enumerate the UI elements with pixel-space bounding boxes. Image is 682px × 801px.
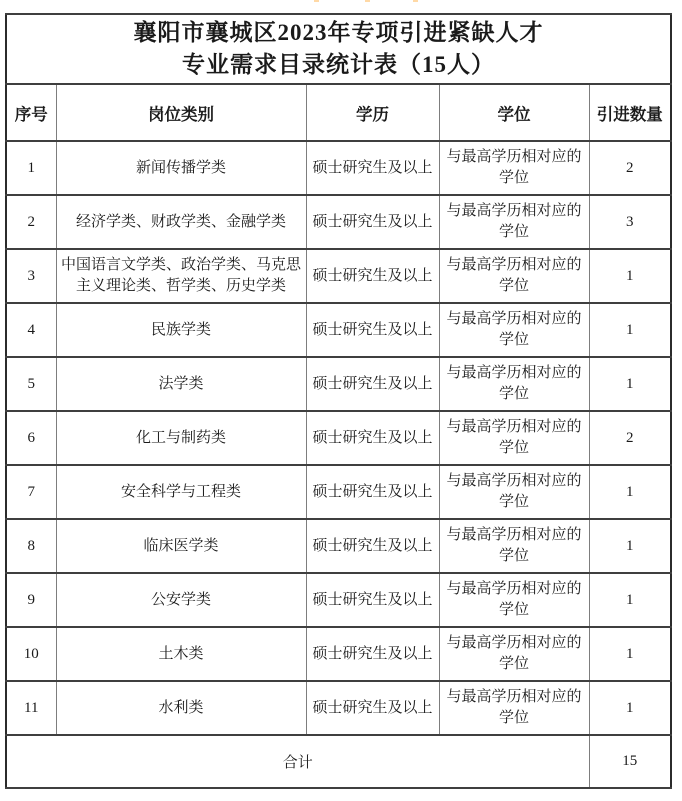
cell-category: 水利类 [56, 681, 306, 735]
cell-degree: 与最高学历相对应的学位 [439, 249, 589, 303]
col-header-degree: 学位 [439, 84, 589, 141]
cell-no: 9 [6, 573, 56, 627]
cell-no: 11 [6, 681, 56, 735]
table-row [6, 573, 671, 627]
cell-category: 公安学类 [56, 573, 306, 627]
cell-degree: 与最高学历相对应的学位 [439, 141, 589, 195]
cell-category: 临床医学类 [56, 519, 306, 573]
cell-no: 3 [6, 249, 56, 303]
col-header-count: 引进数量 [589, 84, 671, 141]
cell-category: 安全科学与工程类 [56, 465, 306, 519]
cell-degree: 与最高学历相对应的学位 [439, 303, 589, 357]
table-row [6, 357, 671, 411]
total-row [6, 735, 671, 788]
table-row [6, 627, 671, 681]
col-header-no: 序号 [6, 84, 56, 141]
cell-count: 3 [589, 195, 671, 249]
artifact-dash [314, 0, 319, 2]
cell-category: 中国语言文学类、政治学类、马克思主义理论类、哲学类、历史学类 [56, 249, 306, 303]
cell-degree: 与最高学历相对应的学位 [439, 465, 589, 519]
talent-catalog-table [5, 13, 672, 789]
cell-degree: 与最高学历相对应的学位 [439, 627, 589, 681]
cell-category: 法学类 [56, 357, 306, 411]
table-row [6, 195, 671, 249]
cell-count: 2 [589, 411, 671, 465]
table-row [6, 141, 671, 195]
table-title-line1: 襄阳市襄城区2023年专项引进紧缺人才 [133, 20, 544, 45]
cell-count: 2 [589, 141, 671, 195]
cell-education: 硕士研究生及以上 [306, 627, 439, 681]
cell-category: 新闻传播学类 [56, 141, 306, 195]
cell-category: 经济学类、财政学类、金融学类 [56, 195, 306, 249]
col-header-education: 学历 [306, 84, 439, 141]
total-label: 合计 [6, 735, 589, 788]
cell-education: 硕士研究生及以上 [306, 681, 439, 735]
cell-category: 土木类 [56, 627, 306, 681]
cell-degree: 与最高学历相对应的学位 [439, 195, 589, 249]
cell-degree: 与最高学历相对应的学位 [439, 411, 589, 465]
cell-category: 民族学类 [56, 303, 306, 357]
cell-education: 硕士研究生及以上 [306, 411, 439, 465]
cell-count: 1 [589, 627, 671, 681]
cell-degree: 与最高学历相对应的学位 [439, 357, 589, 411]
table-title [6, 14, 671, 84]
total-count: 15 [589, 735, 671, 788]
table-row [6, 249, 671, 303]
cell-count: 1 [589, 357, 671, 411]
cell-degree: 与最高学历相对应的学位 [439, 519, 589, 573]
cell-no: 4 [6, 303, 56, 357]
cell-no: 6 [6, 411, 56, 465]
cell-education: 硕士研究生及以上 [306, 249, 439, 303]
cell-no: 10 [6, 627, 56, 681]
cell-education: 硕士研究生及以上 [306, 141, 439, 195]
cell-count: 1 [589, 303, 671, 357]
cell-degree: 与最高学历相对应的学位 [439, 681, 589, 735]
artifact-dash [413, 0, 418, 2]
cell-count: 1 [589, 681, 671, 735]
artifact-dash [365, 0, 370, 2]
cell-no: 5 [6, 357, 56, 411]
cell-no: 2 [6, 195, 56, 249]
cell-no: 1 [6, 141, 56, 195]
header-row [6, 84, 671, 141]
cell-degree: 与最高学历相对应的学位 [439, 573, 589, 627]
cell-count: 1 [589, 249, 671, 303]
table-row [6, 519, 671, 573]
cell-education: 硕士研究生及以上 [306, 195, 439, 249]
cell-education: 硕士研究生及以上 [306, 303, 439, 357]
table-row [6, 465, 671, 519]
cell-education: 硕士研究生及以上 [306, 357, 439, 411]
table-row [6, 681, 671, 735]
col-header-category: 岗位类别 [56, 84, 306, 141]
cell-count: 1 [589, 519, 671, 573]
table-row [6, 303, 671, 357]
cell-count: 1 [589, 573, 671, 627]
cell-no: 8 [6, 519, 56, 573]
cell-education: 硕士研究生及以上 [306, 573, 439, 627]
table-title-line2: 专业需求目录统计表（15人） [182, 52, 495, 78]
cell-education: 硕士研究生及以上 [306, 465, 439, 519]
cell-education: 硕士研究生及以上 [306, 519, 439, 573]
cell-category: 化工与制药类 [56, 411, 306, 465]
cell-count: 1 [589, 465, 671, 519]
cell-no: 7 [6, 465, 56, 519]
title-row [6, 14, 671, 84]
table-row [6, 411, 671, 465]
